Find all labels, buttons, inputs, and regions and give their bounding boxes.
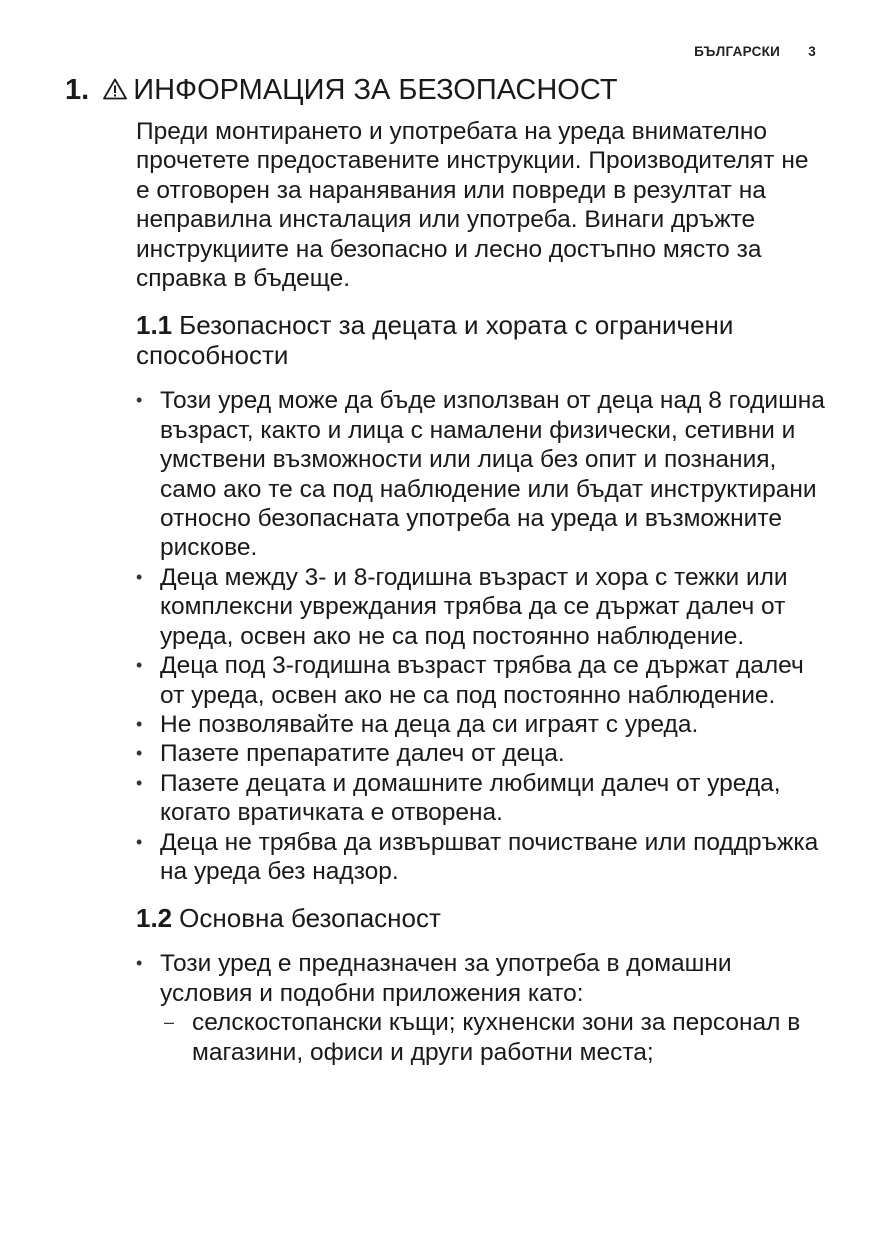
list-item: • Не позволявайте на деца да си играят с уреда.: [136, 710, 826, 739]
header-language: БЪЛГАРСКИ: [694, 44, 781, 59]
sub-list-item: – селскостопански къщи; кухненски зони за персонал в магазини, офиси и други работни места;: [160, 1008, 826, 1067]
sub-list: [160, 1008, 826, 1067]
chapter-number: 1.: [65, 74, 90, 106]
chapter-title: [65, 72, 834, 108]
running-header: [694, 44, 816, 59]
page-number: 3: [808, 44, 816, 59]
list-item: • Пазете препаратите далеч от деца.: [136, 739, 826, 768]
list-item: • Деца не трябва да извършват почистване или поддръжка на уреда без надзор.: [136, 828, 826, 887]
section-number: 1.1: [136, 310, 173, 341]
warning-triangle-icon: [103, 72, 127, 108]
section-number: 1.2: [136, 903, 173, 934]
list-item: • Деца между 3- и 8-годишна възраст и хора с тежки или комплексни увреждания трябва да се държат далеч от уреда, освен ако не са под постоянно наблюдение.: [136, 563, 826, 651]
intro-paragraph: Преди монтирането и употребата на уреда внимателно прочетете предоставените инструкции. Производителят не е отговорен за наранявания или повреди в резултат на неправилна инсталация или употреба. Винаги дръжте инструкциите на безопасно и лесно достъпно място за справка в бъдеще.: [136, 118, 809, 293]
section-title-children-safety: [136, 310, 826, 370]
section-title-text: Безопасност за децата и хората с ограничени способности: [136, 310, 734, 371]
list-item: • Пазете децата и домашните любимци далеч от уреда, когато вратичката е отворена.: [136, 769, 826, 828]
list-item: [136, 949, 826, 1067]
list-item-text: Този уред е предназначен за употреба в домашни условия и подобни приложения като:: [160, 950, 732, 1007]
general-safety-list: [136, 949, 826, 1067]
chapter-heading-text: ИНФОРМАЦИЯ ЗА БЕЗОПАСНОСТ: [133, 74, 618, 106]
list-item: • Деца под 3-годишна възраст трябва да се държат далеч от уреда, освен ако не са под постоянно наблюдение.: [136, 651, 826, 710]
children-safety-list: [136, 386, 826, 886]
section-title-text: Основна безопасност: [179, 903, 441, 934]
page-content: [136, 117, 826, 1084]
list-item: • Този уред може да бъде използван от деца над 8 годишна възраст, както и лица с намалени физически, сетивни и умствени възможности или лица без опит и познания, само ако те са под наблюдение или бъдат инструктирани относно безопасната употреба на уреда и възможните рискове.: [136, 386, 826, 562]
section-title-general-safety: [136, 903, 826, 933]
